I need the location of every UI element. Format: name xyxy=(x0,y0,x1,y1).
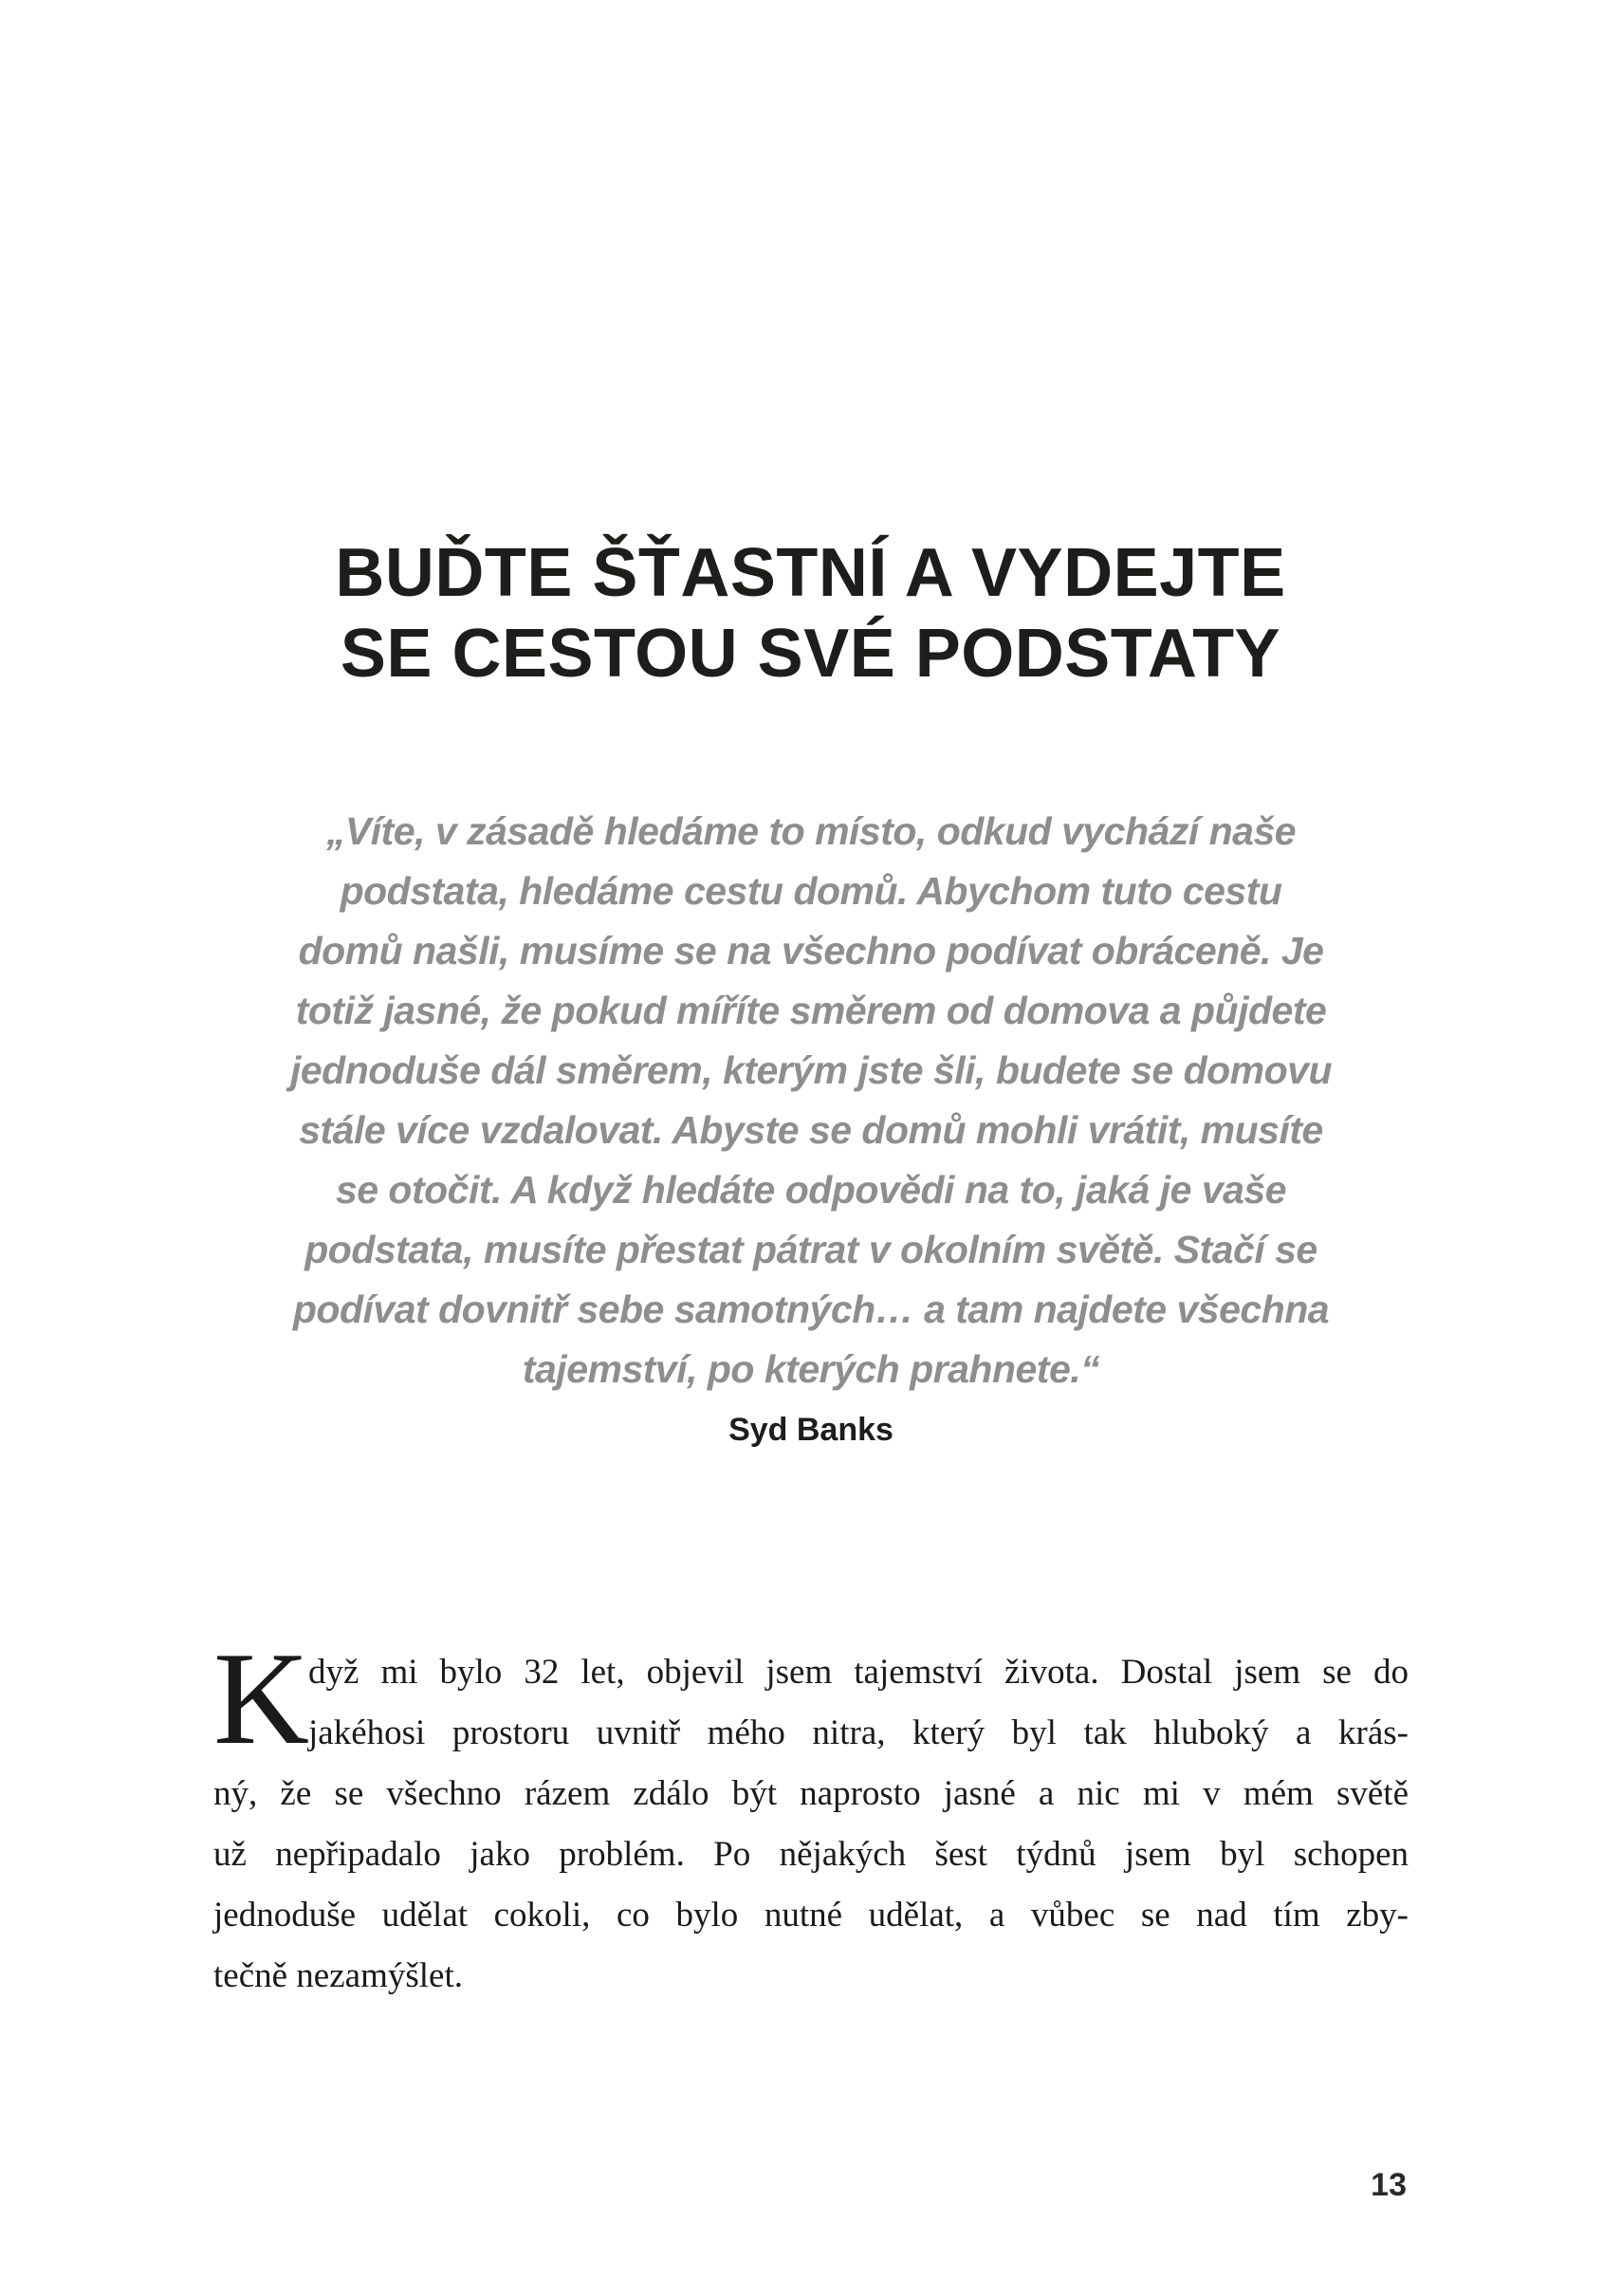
body-line: dyž mi bylo 32 let, objevil jsem tajemství života. Dostal jsem se do xyxy=(308,1653,1409,1692)
quote-attribution: Syd Banks xyxy=(728,1412,893,1448)
chapter-title-line-2: SE CESTOU SVÉ PODSTATY xyxy=(340,616,1281,692)
page-number: 13 xyxy=(1371,2167,1407,2203)
quote-line: domů našli, musíme se na všechno podívat obráceně. Je xyxy=(298,929,1324,972)
body-paragraph xyxy=(213,1625,1409,2007)
quote-line: stále více vzdalovat. Abyste se domů mohli vrátit, musíte xyxy=(299,1108,1323,1152)
body-line: ný, že se všechno rázem zdálo být naprosto jasné a nic mi v mém světě xyxy=(213,1774,1409,1813)
quote-line: podívat dovnitř sebe samotných… a tam najdete všechna xyxy=(292,1287,1330,1331)
body-line: už nepřipadalo jako problém. Po nějakých šest týdnů jsem byl schopen xyxy=(213,1835,1409,1874)
body-line: jednoduše udělat cokoli, co bylo nutné udělat, a vůbec se nad tím zby- xyxy=(213,1896,1409,1935)
quote-line: „Víte, v zásadě hledáme to místo, odkud vychází naše xyxy=(325,809,1297,853)
body-line: jakéhosi prostoru uvnitř mého nitra, který byl tak hluboký a krás- xyxy=(308,1713,1409,1752)
quote-line: jednoduše dál směrem, kterým jste šli, budete se domovu xyxy=(289,1048,1333,1092)
quote-line: se otočit. A když hledáte odpovědi na to, jaká je vaše xyxy=(335,1168,1287,1212)
quote-line: podstata, hledáme cestu domů. Abychom tuto cestu xyxy=(340,869,1282,913)
quote-line: totiž jasné, že pokud míříte směrem od domova a půjdete xyxy=(295,989,1327,1032)
drop-cap: K xyxy=(213,1625,310,1772)
quote-line: podstata, musíte přestat pátrat v okolním světě. Stačí se xyxy=(304,1228,1317,1271)
epigraph-quote xyxy=(213,802,1409,1449)
body-line: tečně nezamýšlet. xyxy=(213,1956,463,1995)
chapter-title-line-1: BUĎTE ŠŤASTNÍ A VYDEJTE xyxy=(335,535,1286,611)
quote-line: tajemství, po kterých prahnete.“ xyxy=(522,1347,1100,1391)
chapter-title xyxy=(0,533,1621,694)
